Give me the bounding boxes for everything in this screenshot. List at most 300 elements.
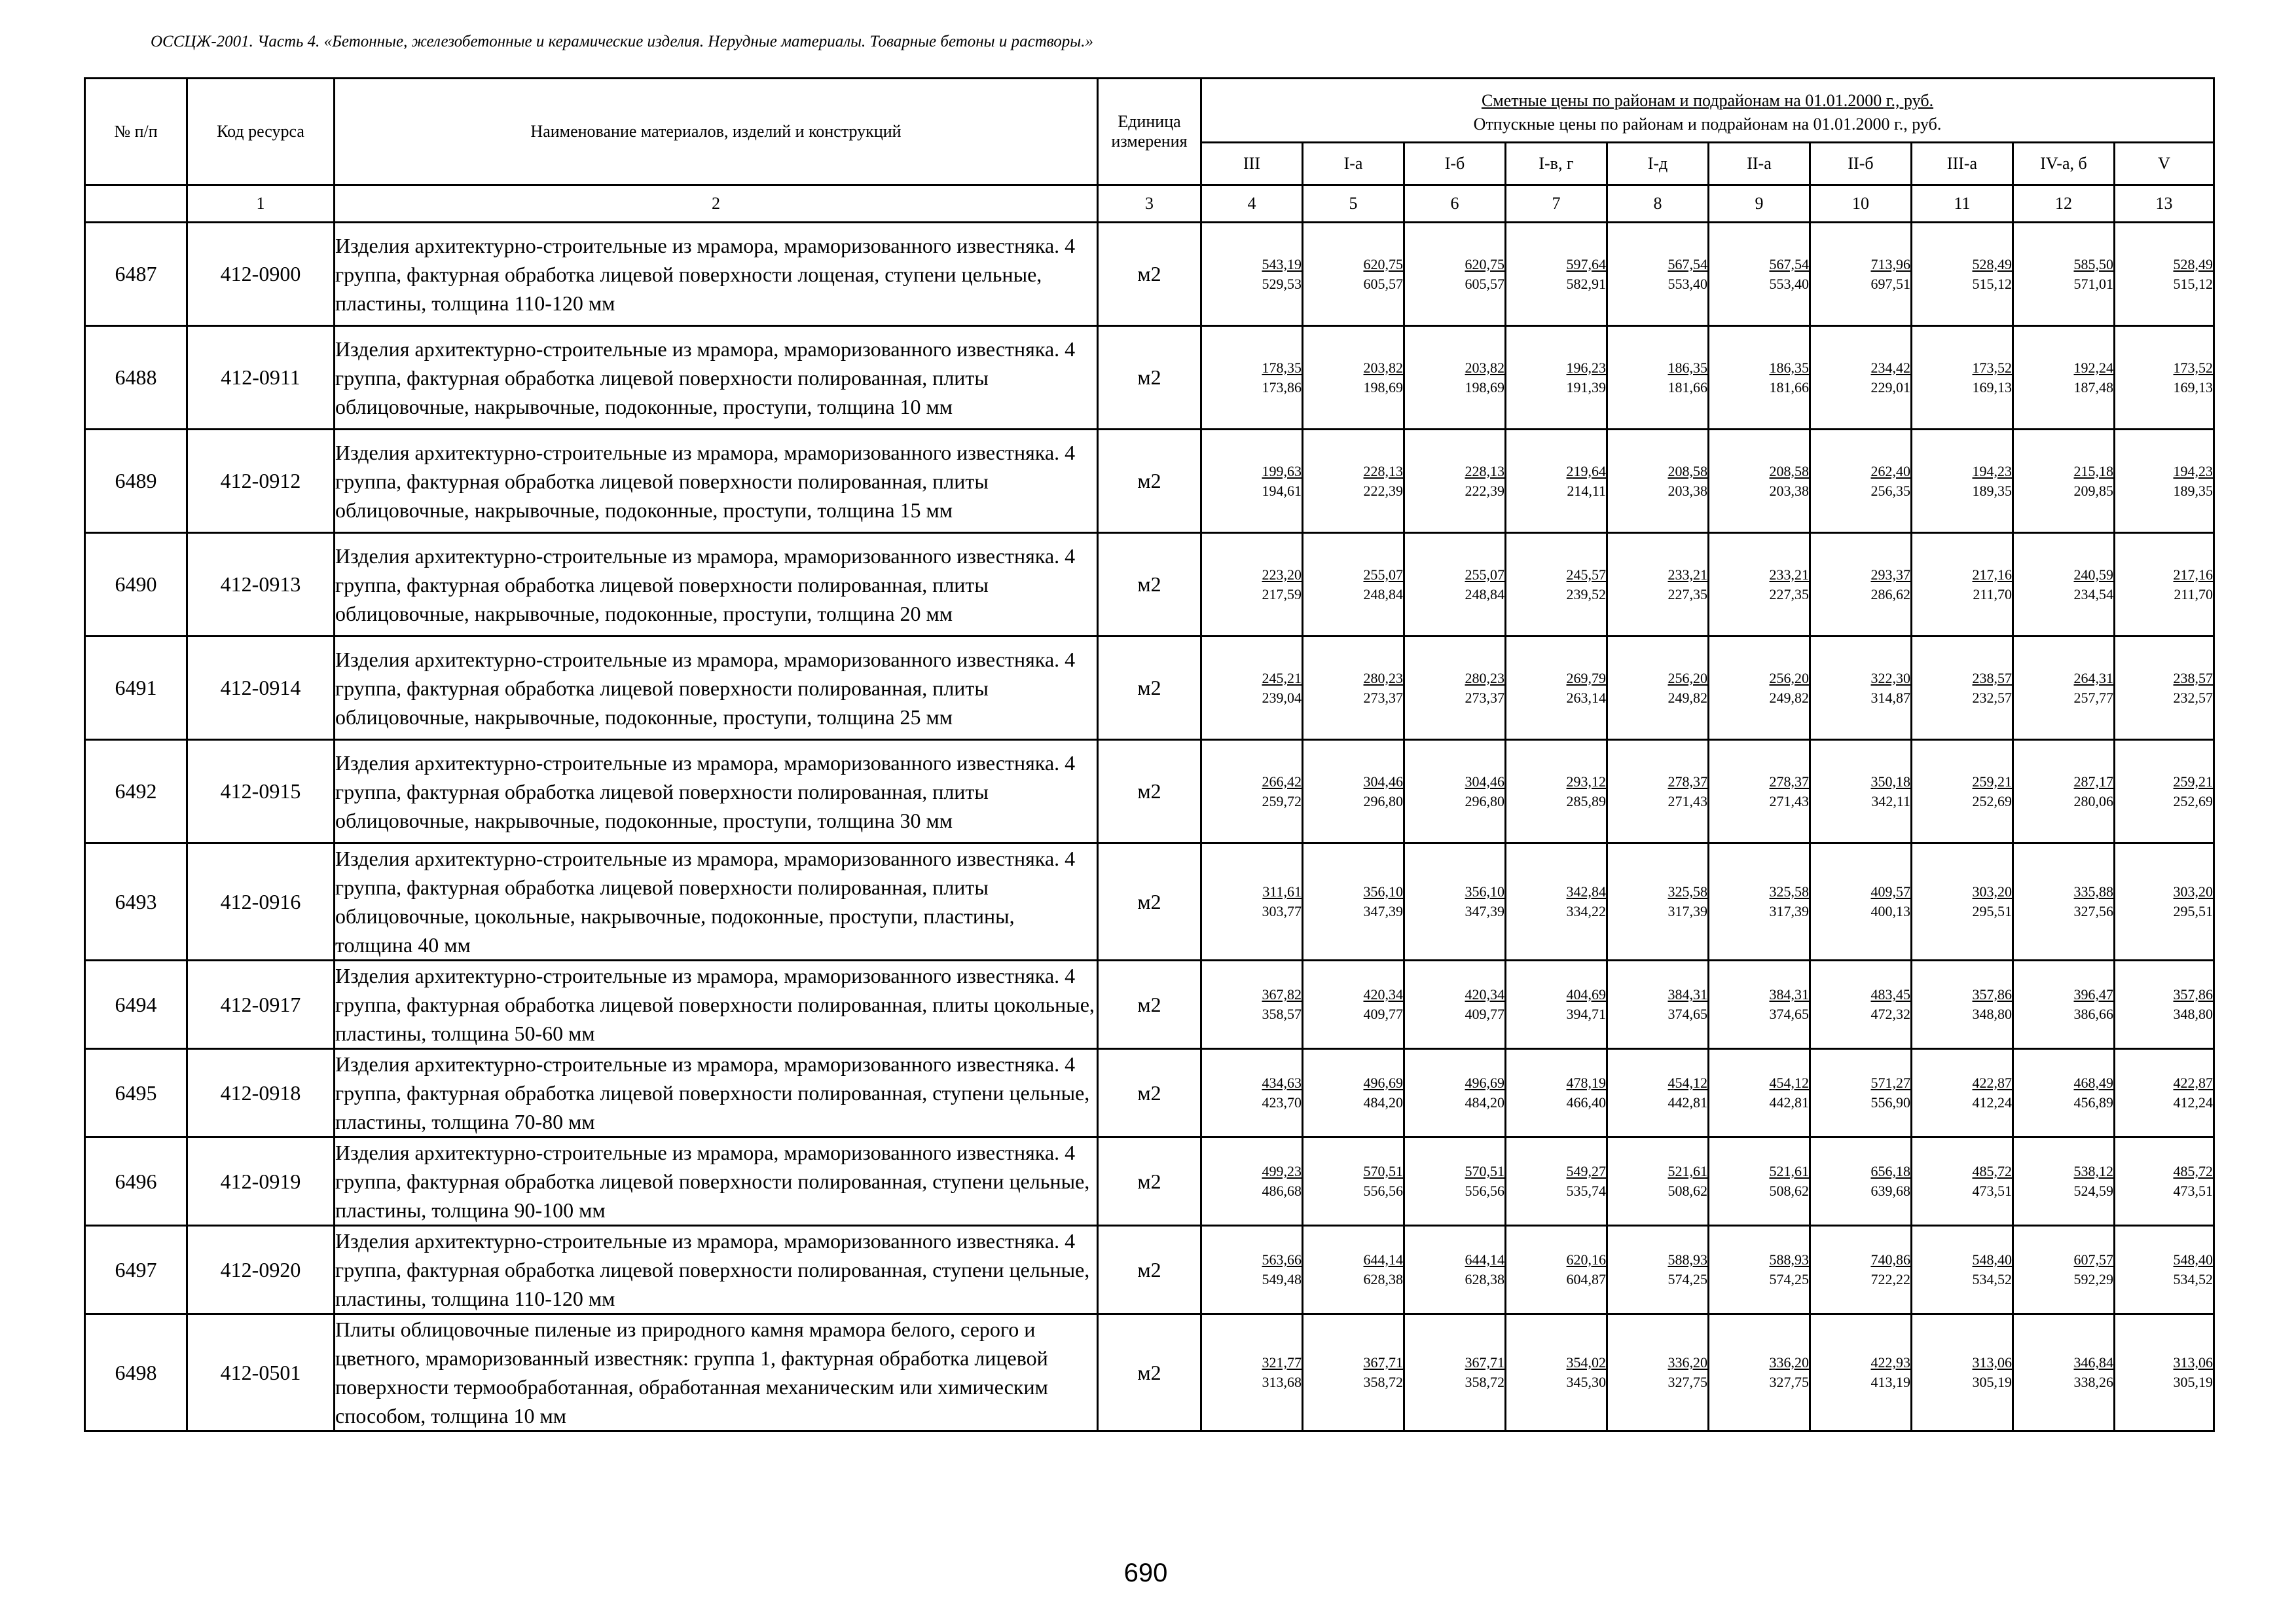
estimate-price: 278,37 — [1769, 773, 1809, 790]
release-price: 189,35 — [1972, 482, 2012, 499]
column-number: 1 — [187, 185, 335, 223]
price-cell — [2115, 740, 2214, 843]
price-cell — [1607, 1314, 1709, 1431]
estimate-price: 521,61 — [1667, 1163, 1707, 1179]
prices-title-estimate: Сметные цены по районам и подрайонам на 01.01.2000 г., руб. — [1481, 90, 1934, 110]
price-cell — [1404, 1314, 1506, 1431]
row-number: 6491 — [85, 637, 187, 740]
release-price: 295,51 — [1972, 903, 2012, 919]
row-number: 6496 — [85, 1137, 187, 1226]
column-number: 10 — [1810, 185, 1912, 223]
release-price: 342,11 — [1871, 792, 1910, 809]
release-price: 473,51 — [1972, 1183, 2012, 1199]
estimate-price: 567,54 — [1769, 255, 1809, 272]
release-price: 605,57 — [1363, 275, 1403, 292]
release-price: 198,69 — [1363, 378, 1403, 396]
estimate-price: 499,23 — [1262, 1163, 1302, 1179]
price-cell — [2013, 637, 2115, 740]
price-cell — [1303, 740, 1404, 843]
price-cell — [1303, 961, 1404, 1049]
price-cell — [1404, 961, 1506, 1049]
estimate-price: 496,69 — [1363, 1075, 1403, 1091]
price-cell — [1810, 961, 1912, 1049]
price-cell — [1912, 637, 2013, 740]
estimate-price: 217,16 — [1972, 566, 2012, 583]
estimate-price: 219,64 — [1566, 462, 1606, 479]
release-price: 249,82 — [1769, 689, 1809, 706]
release-price: 413,19 — [1870, 1374, 1910, 1390]
estimate-price: 199,63 — [1262, 462, 1302, 479]
price-cell — [2115, 533, 2214, 637]
release-price: 515,12 — [1972, 275, 2012, 292]
release-price: 348,80 — [2173, 1006, 2214, 1022]
table-row — [85, 1137, 2214, 1226]
release-price: 263,14 — [1566, 689, 1606, 706]
price-cell — [1607, 223, 1709, 326]
row-number: 6488 — [85, 326, 187, 430]
material-name: Изделия архитектурно-строительные из мрамора, мраморизованного известняка. 4 группа, фактурная обработка лицевой поверхности полированная, плиты облицовочные, накрывочные, подоконные, проступи, толщина 20 мм — [335, 533, 1098, 637]
estimate-price: 240,59 — [2073, 566, 2113, 583]
estimate-price: 548,40 — [1972, 1251, 2012, 1268]
release-price: 173,86 — [1262, 378, 1302, 396]
price-cell — [1607, 843, 1709, 961]
release-price: 257,77 — [2073, 689, 2113, 706]
region-header: II-а — [1709, 143, 1810, 185]
release-price: 345,30 — [1566, 1374, 1606, 1390]
price-cell — [1506, 1049, 1607, 1137]
price-cell — [1912, 1049, 2013, 1137]
estimate-price: 245,21 — [1262, 669, 1302, 686]
price-table — [84, 77, 2215, 1432]
price-cell — [1303, 1049, 1404, 1137]
price-cell — [1912, 1226, 2013, 1314]
release-price: 508,62 — [1769, 1183, 1809, 1199]
estimate-price: 303,20 — [1972, 883, 2012, 900]
estimate-price: 420,34 — [1465, 986, 1504, 1003]
release-price: 334,22 — [1566, 903, 1606, 919]
resource-code: 412-0913 — [187, 533, 335, 637]
column-number-blank — [85, 185, 187, 223]
column-number: 5 — [1303, 185, 1404, 223]
price-cell — [1506, 223, 1607, 326]
estimate-price: 548,40 — [2173, 1251, 2214, 1268]
release-price: 628,38 — [1363, 1271, 1403, 1287]
column-number-row — [85, 185, 2214, 223]
release-price: 472,32 — [1870, 1006, 1910, 1022]
table-row — [85, 223, 2214, 326]
price-cell — [1404, 223, 1506, 326]
estimate-price: 620,75 — [1363, 255, 1403, 272]
release-price: 574,25 — [1769, 1271, 1809, 1287]
release-price: 248,84 — [1363, 585, 1403, 602]
estimate-price: 266,42 — [1262, 773, 1302, 790]
region-header: I-в, г — [1506, 143, 1607, 185]
estimate-price: 321,77 — [1262, 1354, 1302, 1371]
estimate-price: 325,58 — [1769, 883, 1809, 900]
resource-code: 412-0914 — [187, 637, 335, 740]
release-price: 211,70 — [2174, 585, 2214, 602]
column-number: 11 — [1912, 185, 2013, 223]
estimate-price: 588,93 — [1667, 1251, 1707, 1268]
price-cell — [1810, 1226, 1912, 1314]
document-header: ОССЦЖ-2001. Часть 4. «Бетонные, железобетонные и керамические изделия. Нерудные материалы. Товарные бетоны и растворы.» — [151, 33, 1093, 50]
estimate-price: 217,16 — [2173, 566, 2214, 583]
table-row — [85, 637, 2214, 740]
release-price: 592,29 — [2073, 1271, 2113, 1287]
table-row — [85, 740, 2214, 843]
col-header-name: Наименование материалов, изделий и конструкций — [335, 79, 1098, 185]
resource-code: 412-0912 — [187, 430, 335, 533]
estimate-price: 192,24 — [2073, 359, 2113, 376]
resource-code: 412-0916 — [187, 843, 335, 961]
unit-of-measure: м2 — [1098, 1137, 1201, 1226]
material-name: Изделия архитектурно-строительные из мрамора, мраморизованного известняка. 4 группа, фактурная обработка лицевой поверхности полированная, плиты облицовочные, цокольные, накрывочные, подоконные, проступи, пластины, толщина 40 мм — [335, 843, 1098, 961]
release-price: 313,68 — [1262, 1374, 1302, 1390]
price-cell — [1607, 430, 1709, 533]
price-cell — [1912, 533, 2013, 637]
release-price: 605,57 — [1465, 275, 1504, 292]
price-cell — [1810, 1049, 1912, 1137]
estimate-price: 342,84 — [1566, 883, 1606, 900]
price-cell — [1506, 326, 1607, 430]
estimate-price: 255,07 — [1465, 566, 1504, 583]
estimate-price: 607,57 — [2073, 1251, 2113, 1268]
estimate-price: 384,31 — [1769, 986, 1809, 1003]
price-cell — [2013, 1049, 2115, 1137]
price-cell — [2013, 533, 2115, 637]
price-cell — [1810, 740, 1912, 843]
price-cell — [1506, 430, 1607, 533]
release-price: 466,40 — [1566, 1094, 1606, 1111]
release-price: 273,37 — [1363, 689, 1403, 706]
price-cell — [2013, 223, 2115, 326]
resource-code: 412-0917 — [187, 961, 335, 1049]
estimate-price: 356,10 — [1465, 883, 1504, 900]
estimate-price: 196,23 — [1566, 359, 1606, 376]
row-number: 6489 — [85, 430, 187, 533]
estimate-price: 478,19 — [1566, 1075, 1606, 1091]
release-price: 203,38 — [1667, 482, 1707, 499]
estimate-price: 521,61 — [1769, 1163, 1809, 1179]
release-price: 181,66 — [1769, 378, 1809, 396]
release-price: 285,89 — [1566, 792, 1606, 809]
price-cell — [1709, 1226, 1810, 1314]
column-number: 2 — [335, 185, 1098, 223]
release-price: 222,39 — [1465, 482, 1504, 499]
estimate-price: 194,23 — [2173, 462, 2214, 479]
estimate-price: 570,51 — [1363, 1163, 1403, 1179]
resource-code: 412-0900 — [187, 223, 335, 326]
estimate-price: 367,71 — [1465, 1354, 1504, 1371]
price-cell — [2013, 1226, 2115, 1314]
estimate-price: 570,51 — [1465, 1163, 1504, 1179]
resource-code: 412-0915 — [187, 740, 335, 843]
unit-of-measure: м2 — [1098, 430, 1201, 533]
release-price: 553,40 — [1769, 275, 1809, 292]
release-price: 473,51 — [2173, 1183, 2214, 1199]
release-price: 222,39 — [1363, 482, 1403, 499]
release-price: 442,81 — [1667, 1094, 1707, 1111]
estimate-price: 454,12 — [1667, 1075, 1707, 1091]
price-cell — [1201, 1226, 1303, 1314]
material-name: Изделия архитектурно-строительные из мрамора, мраморизованного известняка. 4 группа, фактурная обработка лицевой поверхности полированная, плиты облицовочные, накрывочные, подоконные, проступи, толщина 25 мм — [335, 637, 1098, 740]
estimate-price: 644,14 — [1465, 1251, 1504, 1268]
estimate-price: 238,57 — [1972, 669, 2012, 686]
estimate-price: 549,27 — [1566, 1163, 1606, 1179]
estimate-price: 234,42 — [1870, 359, 1910, 376]
resource-code: 412-0918 — [187, 1049, 335, 1137]
price-cell — [1810, 1137, 1912, 1226]
release-price: 697,51 — [1870, 275, 1910, 292]
estimate-price: 186,35 — [1769, 359, 1809, 376]
unit-of-measure: м2 — [1098, 326, 1201, 430]
price-cell — [1709, 326, 1810, 430]
release-price: 256,35 — [1870, 482, 1910, 499]
release-price: 327,75 — [1769, 1374, 1809, 1390]
estimate-price: 186,35 — [1667, 359, 1707, 376]
estimate-price: 228,13 — [1363, 462, 1403, 479]
release-price: 248,84 — [1465, 585, 1504, 602]
release-price: 604,87 — [1566, 1271, 1606, 1287]
price-cell — [1709, 1314, 1810, 1431]
estimate-price: 269,79 — [1566, 669, 1606, 686]
table-row — [85, 1049, 2214, 1137]
release-price: 358,57 — [1262, 1006, 1302, 1022]
estimate-price: 223,20 — [1262, 566, 1302, 583]
estimate-price: 597,64 — [1566, 255, 1606, 272]
price-cell — [1709, 637, 1810, 740]
price-cell — [2115, 637, 2214, 740]
estimate-price: 208,58 — [1667, 462, 1707, 479]
material-name: Изделия архитектурно-строительные из мрамора, мраморизованного известняка. 4 группа, фактурная обработка лицевой поверхности полированная, ступени цельные, пластины, толщина 110-120 мм — [335, 1226, 1098, 1314]
price-cell — [2013, 430, 2115, 533]
region-header: III — [1201, 143, 1303, 185]
estimate-price: 543,19 — [1262, 255, 1302, 272]
release-price: 317,39 — [1769, 903, 1809, 919]
estimate-price: 713,96 — [1870, 255, 1910, 272]
resource-code: 412-0911 — [187, 326, 335, 430]
material-name: Изделия архитектурно-строительные из мрамора, мраморизованного известняка. 4 группа, фактурная обработка лицевой поверхности полированная, плиты облицовочные, накрывочные, подоконные, проступи, толщина 15 мм — [335, 430, 1098, 533]
material-name: Изделия архитектурно-строительные из мрамора, мраморизованного известняка. 4 группа, фактурная обработка лицевой поверхности полированная, плиты цокольные, пластины, толщина 50-60 мм — [335, 961, 1098, 1049]
release-price: 442,81 — [1769, 1094, 1809, 1111]
release-price: 327,75 — [1667, 1374, 1707, 1390]
release-price: 214,11 — [1567, 482, 1606, 499]
price-cell — [1709, 223, 1810, 326]
release-price: 303,77 — [1262, 903, 1302, 919]
material-name: Изделия архитектурно-строительные из мрамора, мраморизованного известняка. 4 группа, фактурная обработка лицевой поверхности лощеная, ступени цельные, пластины, толщина 110-120 мм — [335, 223, 1098, 326]
release-price: 227,35 — [1769, 585, 1809, 602]
release-price: 386,66 — [2073, 1006, 2113, 1022]
column-number: 13 — [2115, 185, 2214, 223]
estimate-price: 293,37 — [1870, 566, 1910, 583]
estimate-price: 409,57 — [1870, 883, 1910, 900]
price-cell — [1607, 740, 1709, 843]
price-cell — [2013, 1314, 2115, 1431]
price-cell — [1404, 1049, 1506, 1137]
resource-code: 412-0920 — [187, 1226, 335, 1314]
unit-of-measure: м2 — [1098, 533, 1201, 637]
estimate-price: 256,20 — [1769, 669, 1809, 686]
release-price: 187,48 — [2073, 378, 2113, 396]
estimate-price: 740,86 — [1870, 1251, 1910, 1268]
estimate-price: 259,21 — [2173, 773, 2214, 790]
release-price: 217,59 — [1262, 585, 1302, 602]
estimate-price: 178,35 — [1262, 359, 1302, 376]
release-price: 203,38 — [1769, 482, 1809, 499]
estimate-price: 280,23 — [1465, 669, 1504, 686]
release-price: 327,56 — [2073, 903, 2113, 919]
estimate-price: 325,58 — [1667, 883, 1707, 900]
row-number: 6490 — [85, 533, 187, 637]
estimate-price: 620,16 — [1566, 1251, 1606, 1268]
estimate-price: 422,93 — [1870, 1354, 1910, 1371]
estimate-price: 422,87 — [2173, 1075, 2214, 1091]
region-header: I-б — [1404, 143, 1506, 185]
price-cell — [1201, 326, 1303, 430]
release-price: 358,72 — [1465, 1374, 1504, 1390]
prices-title-release: Отпускные цены по районам и подрайонам на 01.01.2000 г., руб. — [1473, 114, 1942, 134]
release-price: 374,65 — [1667, 1006, 1707, 1022]
release-price: 273,37 — [1465, 689, 1504, 706]
column-number: 12 — [2013, 185, 2115, 223]
price-cell — [2115, 1049, 2214, 1137]
price-cell — [1607, 1049, 1709, 1137]
release-price: 348,80 — [1972, 1006, 2012, 1022]
release-price: 508,62 — [1667, 1183, 1707, 1199]
release-price: 239,04 — [1262, 689, 1302, 706]
price-cell — [1506, 961, 1607, 1049]
table-row — [85, 843, 2214, 961]
estimate-price: 588,93 — [1769, 1251, 1809, 1268]
release-price: 394,71 — [1566, 1006, 1606, 1022]
price-cell — [1506, 1314, 1607, 1431]
estimate-price: 203,82 — [1465, 359, 1504, 376]
estimate-price: 396,47 — [2073, 986, 2113, 1003]
release-price: 271,43 — [1769, 792, 1809, 809]
price-cell — [1303, 223, 1404, 326]
release-price: 347,39 — [1363, 903, 1403, 919]
estimate-price: 422,87 — [1972, 1075, 2012, 1091]
price-cell — [1709, 961, 1810, 1049]
material-name: Изделия архитектурно-строительные из мрамора, мраморизованного известняка. 4 группа, фактурная обработка лицевой поверхности полированная, ступени цельные, пластины, толщина 90-100 мм — [335, 1137, 1098, 1226]
price-cell — [1201, 533, 1303, 637]
price-cell — [1201, 223, 1303, 326]
price-cell — [2115, 1137, 2214, 1226]
estimate-price: 485,72 — [2173, 1163, 2214, 1179]
column-number: 4 — [1201, 185, 1303, 223]
release-price: 556,90 — [1870, 1094, 1910, 1111]
release-price: 234,54 — [2073, 585, 2113, 602]
price-cell — [2115, 961, 2214, 1049]
price-cell — [1201, 1049, 1303, 1137]
release-price: 194,61 — [1262, 482, 1302, 499]
price-cell — [1404, 1226, 1506, 1314]
release-price: 169,13 — [1972, 378, 2012, 396]
release-price: 181,66 — [1667, 378, 1707, 396]
price-cell — [1303, 637, 1404, 740]
price-cell — [1506, 843, 1607, 961]
estimate-price: 311,61 — [1262, 883, 1302, 900]
price-cell — [1201, 961, 1303, 1049]
price-cell — [1810, 223, 1912, 326]
price-cell — [1506, 637, 1607, 740]
price-cell — [2013, 326, 2115, 430]
price-cell — [1912, 430, 2013, 533]
estimate-price: 354,02 — [1566, 1354, 1606, 1371]
col-header-unit: Единица измерения — [1098, 79, 1201, 185]
price-cell — [2115, 843, 2214, 961]
estimate-price: 287,17 — [2073, 773, 2113, 790]
estimate-price: 322,30 — [1870, 669, 1910, 686]
release-price: 549,48 — [1262, 1271, 1302, 1287]
price-cell — [1506, 1137, 1607, 1226]
release-price: 296,80 — [1465, 792, 1504, 809]
estimate-price: 434,63 — [1262, 1075, 1302, 1091]
price-cell — [2115, 326, 2214, 430]
price-cell — [2115, 430, 2214, 533]
release-price: 232,57 — [1972, 689, 2012, 706]
release-price: 582,91 — [1566, 275, 1606, 292]
release-price: 534,52 — [1972, 1271, 2012, 1287]
release-price: 252,69 — [2173, 792, 2214, 809]
unit-of-measure: м2 — [1098, 1226, 1201, 1314]
price-cell — [1810, 533, 1912, 637]
release-price: 305,19 — [2173, 1374, 2214, 1390]
unit-of-measure: м2 — [1098, 961, 1201, 1049]
estimate-price: 304,46 — [1465, 773, 1504, 790]
unit-of-measure: м2 — [1098, 637, 1201, 740]
release-price: 295,51 — [2173, 903, 2214, 919]
price-cell — [1912, 223, 2013, 326]
row-number: 6487 — [85, 223, 187, 326]
price-cell — [1607, 1137, 1709, 1226]
release-price: 400,13 — [1870, 903, 1910, 919]
price-cell — [1506, 533, 1607, 637]
price-cell — [1810, 637, 1912, 740]
release-price: 249,82 — [1667, 689, 1707, 706]
price-cell — [1404, 1137, 1506, 1226]
release-price: 722,22 — [1870, 1271, 1910, 1287]
estimate-price: 173,52 — [2173, 359, 2214, 376]
release-price: 515,12 — [2173, 275, 2214, 292]
price-cell — [1303, 430, 1404, 533]
price-cell — [1912, 326, 2013, 430]
table-row — [85, 961, 2214, 1049]
price-cell — [1912, 843, 2013, 961]
release-price: 409,77 — [1465, 1006, 1504, 1022]
price-cell — [1709, 533, 1810, 637]
price-cell — [1810, 1314, 1912, 1431]
release-price: 314,87 — [1870, 689, 1910, 706]
price-cell — [1607, 533, 1709, 637]
estimate-price: 585,50 — [2073, 255, 2113, 272]
table-row — [85, 1226, 2214, 1314]
price-cell — [1709, 843, 1810, 961]
price-cell — [1201, 740, 1303, 843]
price-cell — [2013, 1137, 2115, 1226]
price-cell — [1709, 1049, 1810, 1137]
estimate-price: 336,20 — [1769, 1354, 1809, 1371]
release-price: 529,53 — [1262, 275, 1302, 292]
price-cell — [1709, 430, 1810, 533]
estimate-price: 350,18 — [1870, 773, 1910, 790]
table-row — [85, 430, 2214, 533]
region-header: IV-а, б — [2013, 143, 2115, 185]
release-price: 232,57 — [2173, 689, 2214, 706]
column-number: 8 — [1607, 185, 1709, 223]
price-cell — [1201, 1137, 1303, 1226]
release-price: 191,39 — [1566, 378, 1606, 396]
